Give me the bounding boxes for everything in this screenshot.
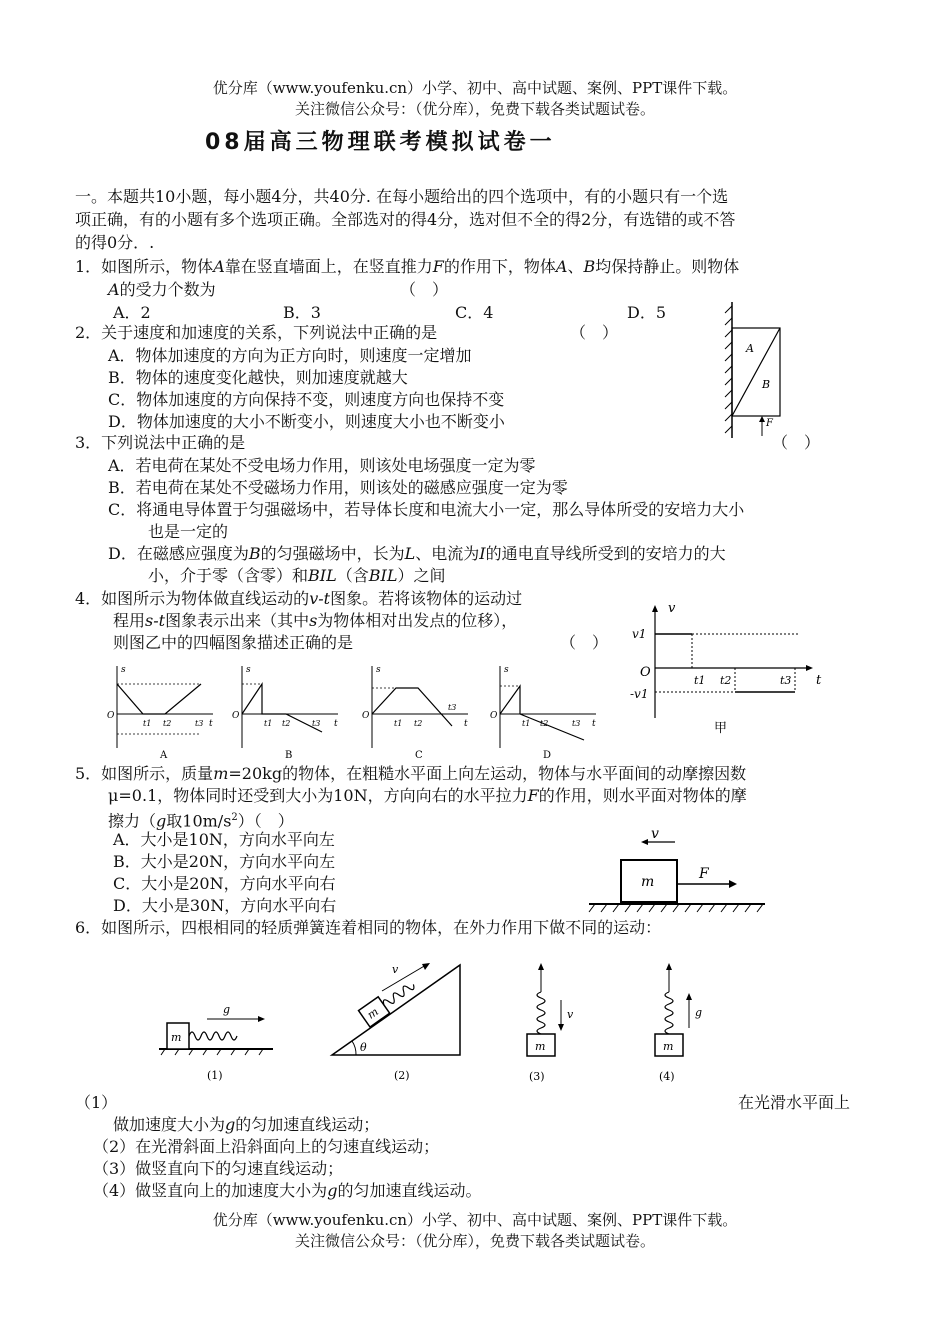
st-b-o-label: O <box>232 711 240 721</box>
fig4-caption: (4) <box>659 1070 675 1083</box>
label-a: A <box>746 342 754 355</box>
fig2-v-arrow <box>382 965 426 991</box>
fig2-spring <box>382 981 416 1008</box>
fig3-spring <box>537 992 545 1034</box>
st-c-t-label: t <box>464 719 468 729</box>
fig4-m: m <box>663 1040 674 1053</box>
fig4-g: g <box>695 1006 703 1019</box>
st-d-t3: t3 <box>572 719 581 728</box>
q2-option-c: C．物体加速度的方向保持不变，则速度方向也保持不变 <box>108 390 505 409</box>
q6-case-4: （4）做竖直向上的加速度大小为g的匀加速直线运动。 <box>93 1181 482 1200</box>
fig4-spring <box>665 992 673 1034</box>
q5-option-c: C．大小是20N，方向水平向右 <box>113 874 336 893</box>
vt-t3-label: t3 <box>780 674 792 687</box>
q1-figure <box>720 300 800 440</box>
v-label: v <box>651 826 659 842</box>
wall-hatch <box>725 306 732 433</box>
st-b-t-label: t <box>334 719 338 729</box>
q3-option-c-line-2: 也是一定的 <box>148 522 229 541</box>
q6-case-1-label: （1） <box>75 1093 118 1112</box>
fig2-caption: (2) <box>394 1069 410 1082</box>
fig2-angle-arc <box>352 1041 356 1055</box>
fig4-g-arrow-head <box>686 993 692 1000</box>
q1-option-b: B．3 <box>283 303 321 322</box>
st-c-caption: C <box>415 750 423 761</box>
st-c-t2: t2 <box>414 719 423 728</box>
label-b: B <box>762 378 771 391</box>
q1-option-a: A．2 <box>113 303 151 322</box>
fig1-m: m <box>171 1031 182 1044</box>
page-title: 08届高三物理联考模拟试卷一 <box>205 130 556 155</box>
q3-answer-paren: （ ） <box>772 433 821 452</box>
header-line-1: 优分库（www.youfenku.cn）小学、初中、高中试题、案例、PPT课件下载。 <box>212 79 738 97</box>
st-a-o-label: O <box>107 711 115 721</box>
st-a-curve <box>117 684 201 714</box>
fig1-caption: (1) <box>207 1069 223 1082</box>
q6-stem: 6．如图所示，四根相同的轻质弹簧连着相同的物体，在外力作用下做不同的运动： <box>75 918 662 937</box>
footer-line-2: 关注微信公众号：（优分库），免费下载各类试题试卷。 <box>294 1232 655 1250</box>
fig1-g: g <box>223 1003 231 1016</box>
q6-case-1-line-2: 做加速度大小为g的匀加速直线运动； <box>113 1115 380 1134</box>
q1-answer-paren: （ ） <box>400 280 449 299</box>
fig2-v: v <box>392 963 399 976</box>
q2-option-b: B．物体的速度变化越快，则加速度就越大 <box>108 368 408 387</box>
intro-line-2: 项正确，有的小题有多个选项正确。全部选对的得4分，选对但不全的得2分，有选错的或不答 <box>75 210 736 229</box>
st-b-caption: B <box>285 750 293 761</box>
st-c-t1: t1 <box>394 719 403 728</box>
v-arrow-head <box>641 839 648 845</box>
q5-stem-line-2: μ=0.1，物体同时还受到大小为10N，方向向右的水平拉力F的作用，则水平面对物体的摩 <box>108 786 747 805</box>
q4-stem-line-2: 程用s-t图象表示出来（其中s为物体相对出发点的位移）， <box>113 611 518 630</box>
fig3-up-arrow-head <box>538 963 544 970</box>
st-c-o-label: O <box>362 711 370 721</box>
q6-fig-1 <box>155 995 280 1085</box>
label-f: F <box>766 418 773 429</box>
st-a-s-label: s <box>121 665 126 675</box>
q3-option-b: B．若电荷在某处不受磁场力作用，则该处的磁感应强度一定为零 <box>108 478 568 497</box>
st-b-t2: t2 <box>282 719 291 728</box>
st-b-t3: t3 <box>312 719 321 728</box>
q1-option-d: D．5 <box>627 303 667 322</box>
q1-option-c: C．4 <box>455 303 494 322</box>
q3-stem: 3．下列说法中正确的是 <box>75 433 246 452</box>
vt-t2-label: t2 <box>720 674 732 687</box>
vt-v1-label: v1 <box>632 627 647 641</box>
q3-option-d-line-1: D．在磁感应强度为B的匀强磁场中，长为L、电流为I的通电直导线所受到的安培力的大 <box>108 544 726 563</box>
q4-st-graph-b <box>230 660 345 760</box>
fig3-caption: (3) <box>529 1070 545 1083</box>
q6-case-2: （2）在光滑斜面上沿斜面向上的匀速直线运动； <box>93 1137 440 1156</box>
fig2-theta: θ <box>360 1041 367 1054</box>
st-a-t-label: t <box>209 719 213 729</box>
q5-stem-line-3: 擦力（g取$10m/s^2$）（ ） <box>108 811 294 831</box>
st-d-o-label: O <box>490 711 498 721</box>
q5-option-b: B．大小是20N，方向水平向左 <box>113 852 336 871</box>
st-d-curve <box>500 686 584 740</box>
fig1-g-arrow-head <box>258 1016 265 1022</box>
force-arrow-head <box>759 416 765 422</box>
f-arrow-head <box>729 880 737 888</box>
f-label: F <box>699 866 709 882</box>
fig3-v: v <box>567 1008 574 1021</box>
q6-case-3: （3）做竖直向下的匀速直线运动； <box>93 1159 344 1178</box>
intro-line-1: 一。本题共10小题，每小题4分，共40分. 在每小题给出的四个选项中，有的小题只有一个选 <box>75 187 729 206</box>
vt-t1-label: t1 <box>694 674 706 687</box>
q1-stem-line-2: A的受力个数为 <box>108 280 216 299</box>
st-d-t-label: t <box>592 719 596 729</box>
st-a-t1: t1 <box>143 719 152 728</box>
st-b-t1: t1 <box>264 719 273 728</box>
q3-option-a: A．若电荷在某处不受电场力作用，则该处电场强度一定为零 <box>108 456 536 475</box>
st-d-s-label: s <box>504 665 509 675</box>
st-c-curve <box>372 688 452 726</box>
vt-mv1-label: -v1 <box>630 687 649 701</box>
fig2-block <box>359 976 420 1027</box>
ground-hatch <box>589 904 763 912</box>
fig1-spring <box>189 1032 237 1040</box>
st-d-t1: t1 <box>522 719 531 728</box>
header-line-2: 关注微信公众号：（优分库），免费下载各类试题试卷。 <box>294 100 655 118</box>
q6-fig-4 <box>645 960 715 1085</box>
q5-option-d: D．大小是30N，方向水平向右 <box>113 896 337 915</box>
q3-option-d-line-2: 小，介于零（含零）和BIL（含BIL）之间 <box>148 566 446 585</box>
q4-stem-line-1: 4．如图所示为物体做直线运动的v-t图象。若将该物体的运动过 <box>75 589 523 608</box>
q6-fig-2 <box>330 955 470 1085</box>
st-c-t3: t3 <box>448 703 457 712</box>
st-a-t3: t3 <box>195 719 204 728</box>
q4-stem-line-3: 则图乙中的四幅图象描述正确的是 <box>113 633 354 652</box>
block-divider <box>732 328 780 416</box>
q2-stem: 2．关于速度和加速度的关系，下列说法中正确的是 <box>75 323 438 342</box>
q2-option-a: A．物体加速度的方向为正方向时，则速度一定增加 <box>108 346 472 365</box>
q5-option-a: A．大小是10N，方向水平向左 <box>113 830 335 849</box>
q4-st-graph-c <box>360 660 475 760</box>
fig3-m: m <box>535 1040 546 1053</box>
m-label: m <box>641 874 655 890</box>
vt-t-arrow <box>806 665 813 671</box>
q4-st-graph-d <box>488 660 603 760</box>
vt-y-arrow <box>652 605 658 612</box>
fig4-up-arrow-head <box>666 963 672 970</box>
q4-vt-graph <box>630 600 830 740</box>
st-d-t2: t2 <box>540 719 549 728</box>
q2-answer-paren: （ ） <box>570 323 619 342</box>
q3-option-c-line-1: C．将通电导体置于匀强磁场中，若导体长度和电流大小一定，那么导体所受的安培力大小 <box>108 500 745 519</box>
intro-line-3: 的得0分．. <box>75 233 155 252</box>
q4-st-graph-a <box>105 660 220 760</box>
footer-line-1: 优分库（www.youfenku.cn）小学、初中、高中试题、案例、PPT课件下载。 <box>212 1211 738 1229</box>
st-d-caption: D <box>543 750 552 761</box>
q1-stem-line-1: 1．如图所示，物体A靠在竖直墙面上，在竖直推力F的作用下，物体A、B均保持静止。则物体 <box>75 257 740 276</box>
vt-o-label: O <box>640 665 651 680</box>
vt-v-label: v <box>668 601 676 616</box>
vt-t-label: t <box>816 673 822 688</box>
st-c-s-label: s <box>376 665 381 675</box>
st-b-s-label: s <box>246 665 251 675</box>
fig2-m: m <box>364 1005 381 1022</box>
q5-figure <box>585 828 785 918</box>
q4-answer-paren: （ ） <box>560 633 609 652</box>
q6-case-1-tail: 在光滑水平面上 <box>738 1093 851 1112</box>
q2-option-d: D．物体加速度的大小不断变小，则速度大小也不断变小 <box>108 412 505 431</box>
fig3-v-arrow-head <box>558 1024 564 1031</box>
fig2-incline <box>332 965 460 1055</box>
q6-fig-3 <box>515 960 585 1085</box>
st-a-caption: A <box>160 750 168 761</box>
q5-stem-line-1: 5．如图所示，质量m=20kg的物体，在粗糙水平面上向左运动，物体与水平面间的动摩擦因数 <box>75 764 747 783</box>
st-a-t2: t2 <box>163 719 172 728</box>
vt-fig-label: 甲 <box>714 721 728 736</box>
